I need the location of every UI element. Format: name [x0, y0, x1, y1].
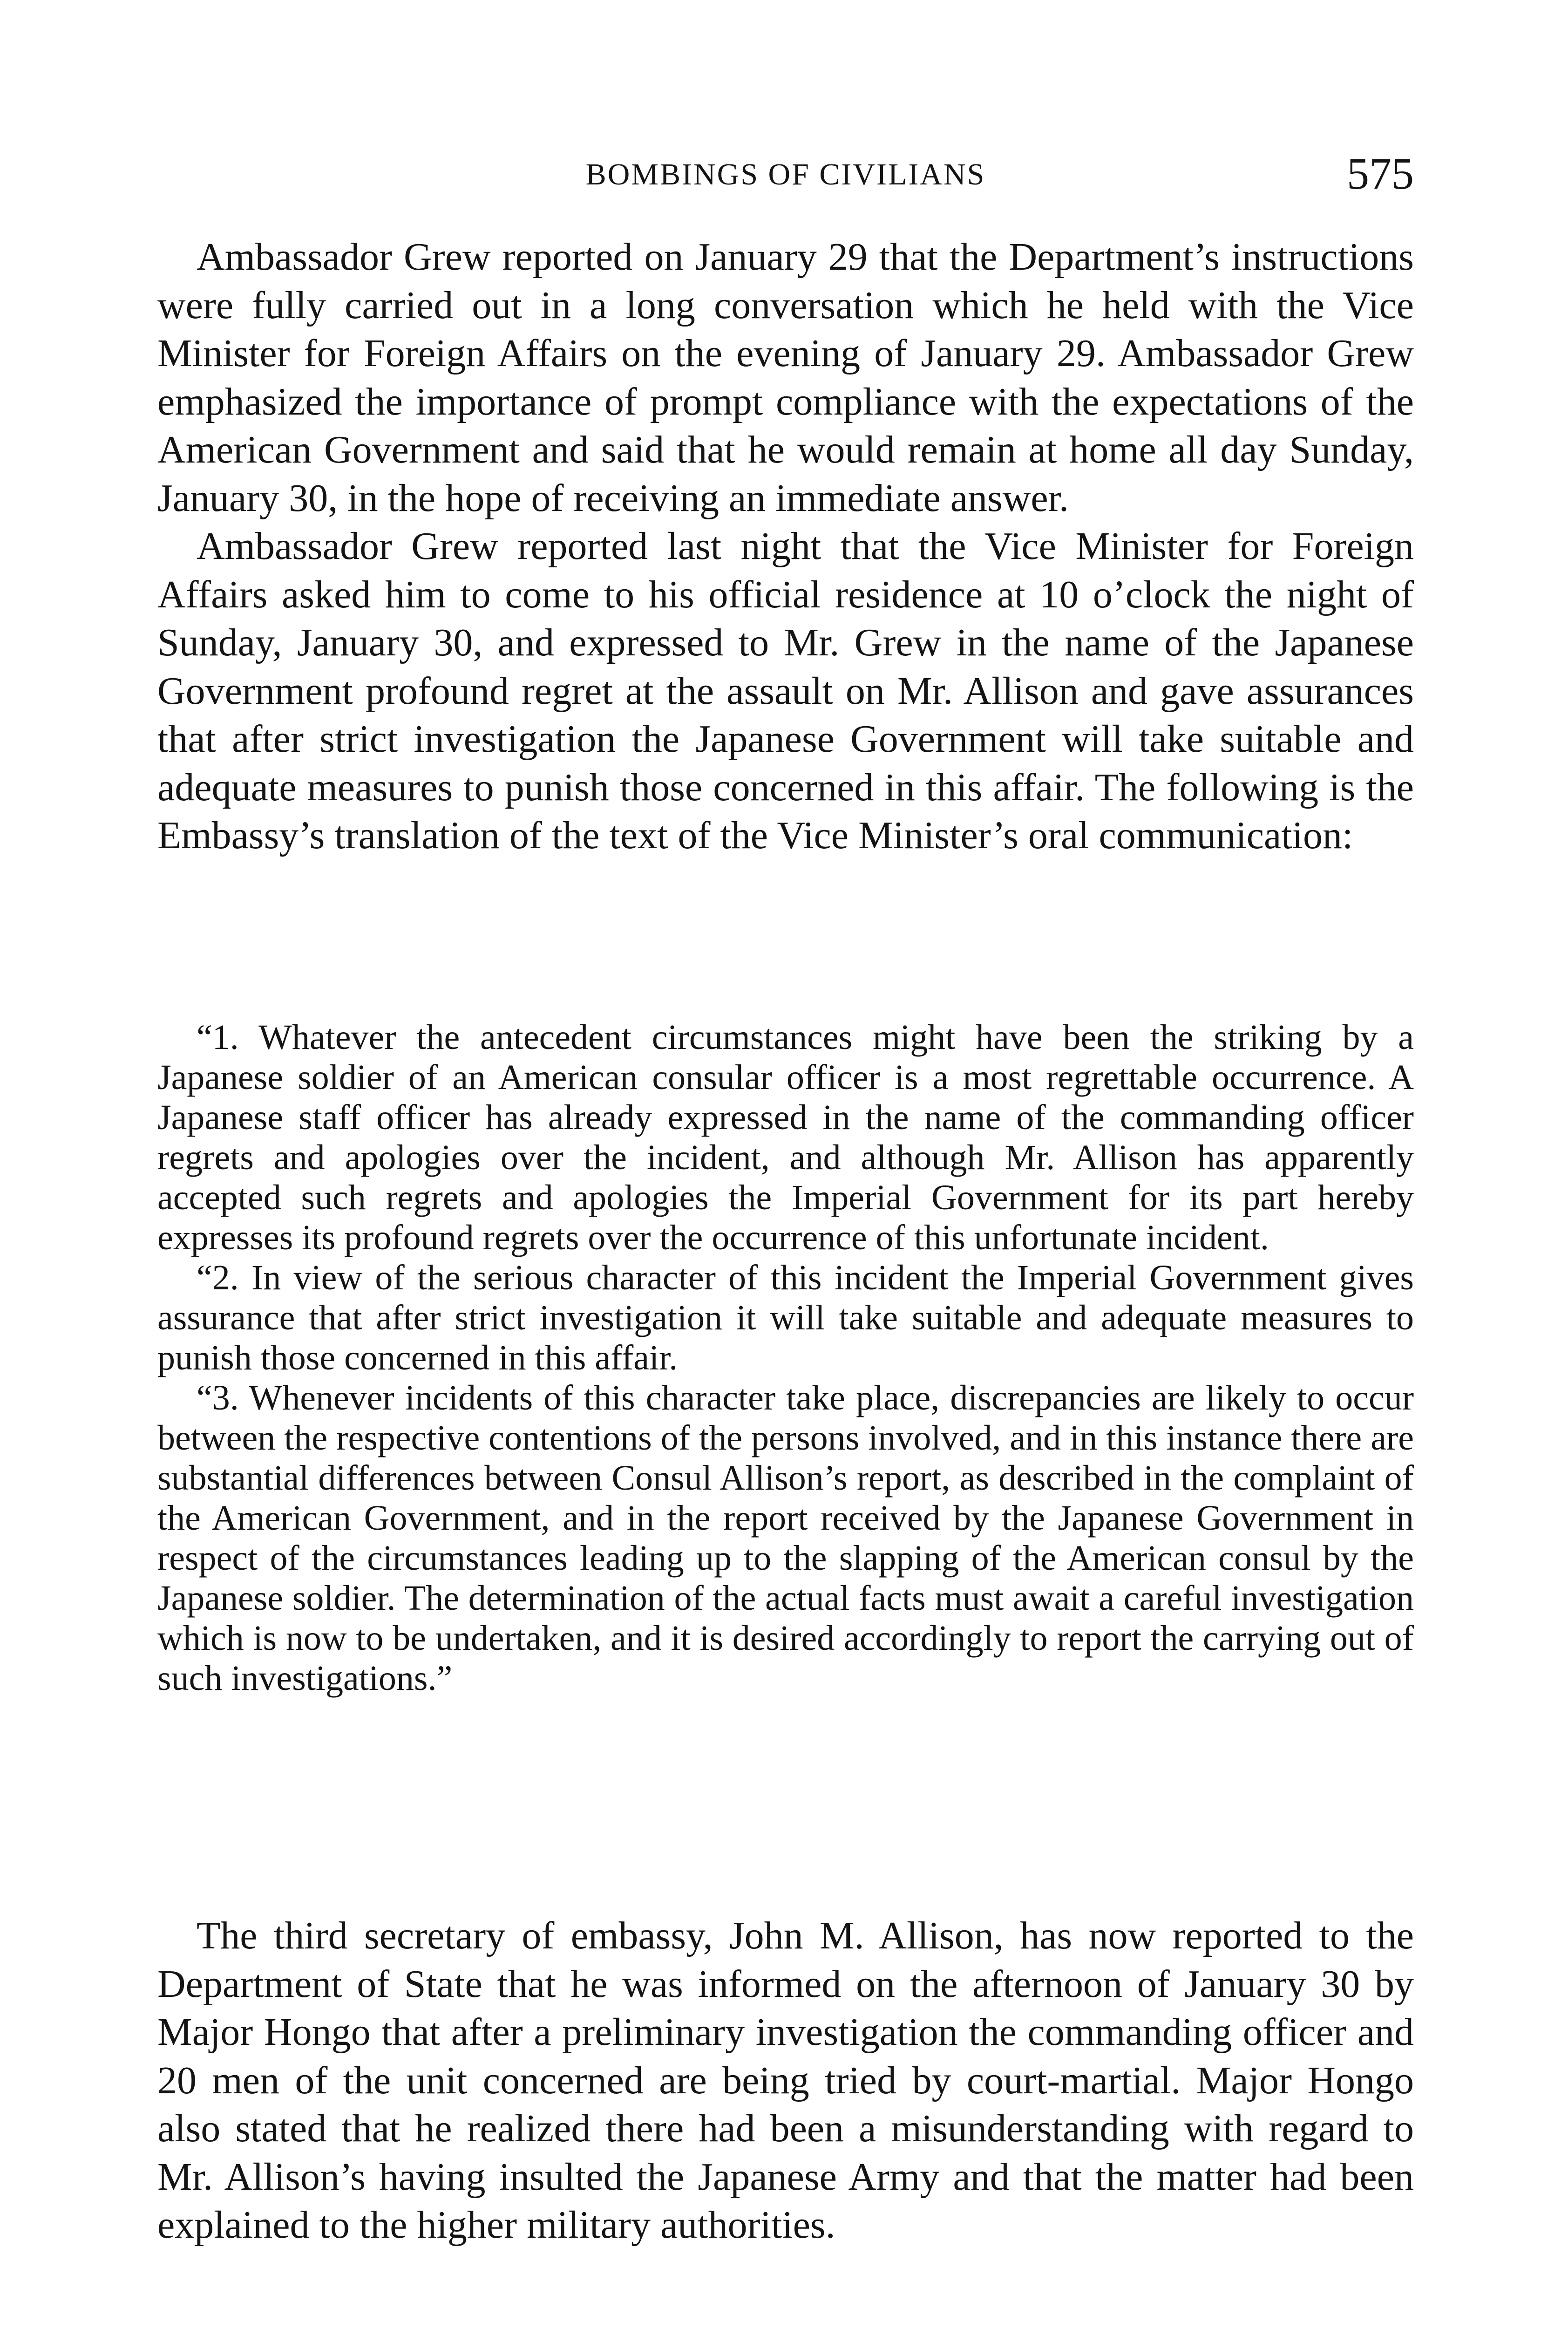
page-header [157, 148, 1414, 204]
oral-communication-quote [157, 1017, 1414, 1698]
body-section-closing [157, 1912, 1414, 2249]
quote-item-1: “1. Whatever the antecedent circumstances might have been the striking by a Japanese soldier of an American consular officer is a most regrettable occurrence. A Japanese staff officer has already expressed in the name of the commanding officer regrets and apologies over the incident, and although Mr. Allison has apparently accepted such regrets and apologies the Imperial Government for its part hereby expresses its profound regrets over the occurrence of this unfortunate incident. [157, 1018, 1414, 1257]
page-number: 575 [1347, 149, 1414, 198]
paragraph-vice-minister-regret: Ambassador Grew reported last night that the Vice Minister for Foreign Affairs asked him to come to his official residence at 10 o’clock the night of Sunday, January 30, and expressed to Mr. Grew in the name of the Japanese Government profound regret at the assault on Mr. Allison and gave assurances that after strict investigation the Japanese Government will take suitable and adequate measures to punish those concerned in this affair. The following is the Embassy’s translation of the text of the Vice Minister’s oral communication: [157, 524, 1414, 857]
quote-item-3: “3. Whenever incidents of this character take place, discrepancies are likely to occur between the respective contentions of the persons involved, and in this instance there are substantial differences between Consul Allison’s report, as described in the complaint of the American Government, and in the report received by the Japanese Government in respect of the circumstances leading up to the slapping of the American consul by the Japanese soldier. The determination of the actual facts must await a careful investigation which is now to be undertaken, and it is desired accordingly to report the carrying out of such investigations.” [157, 1378, 1414, 1698]
paragraph-grew-conversation: Ambassador Grew reported on January 29 that the Department’s instructions were fully carried out in a long conversation which he held with the Vice Minister for Foreign Affairs on the evening of January 29. Ambassador Grew emphasized the importance of prompt compliance with the expectations of the American Government and said that he would remain at home all day Sunday, January 30, in the hope of receiving an immediate answer. [157, 235, 1414, 520]
quote-item-2: “2. In view of the serious character of this incident the Imperial Government gives assurance that after strict investigation it will take suitable and adequate measures to punish those concerned in this affair. [157, 1258, 1414, 1377]
running-title: BOMBINGS OF CIVILIANS [585, 157, 986, 191]
paragraph-allison-report: The third secretary of embassy, John M. Allison, has now reported to the Department of State that he was informed on the afternoon of January 30 by Major Hongo that after a preliminary investigation the commanding officer and 20 men of the unit concerned are being tried by court-martial. Major Hongo also stated that he realized there had been a misunderstanding with regard to Mr. Allison’s having insulted the Japanese Army and that the matter had been explained to the higher military authorities. [157, 1914, 1414, 2247]
body-section-intro [157, 233, 1414, 860]
